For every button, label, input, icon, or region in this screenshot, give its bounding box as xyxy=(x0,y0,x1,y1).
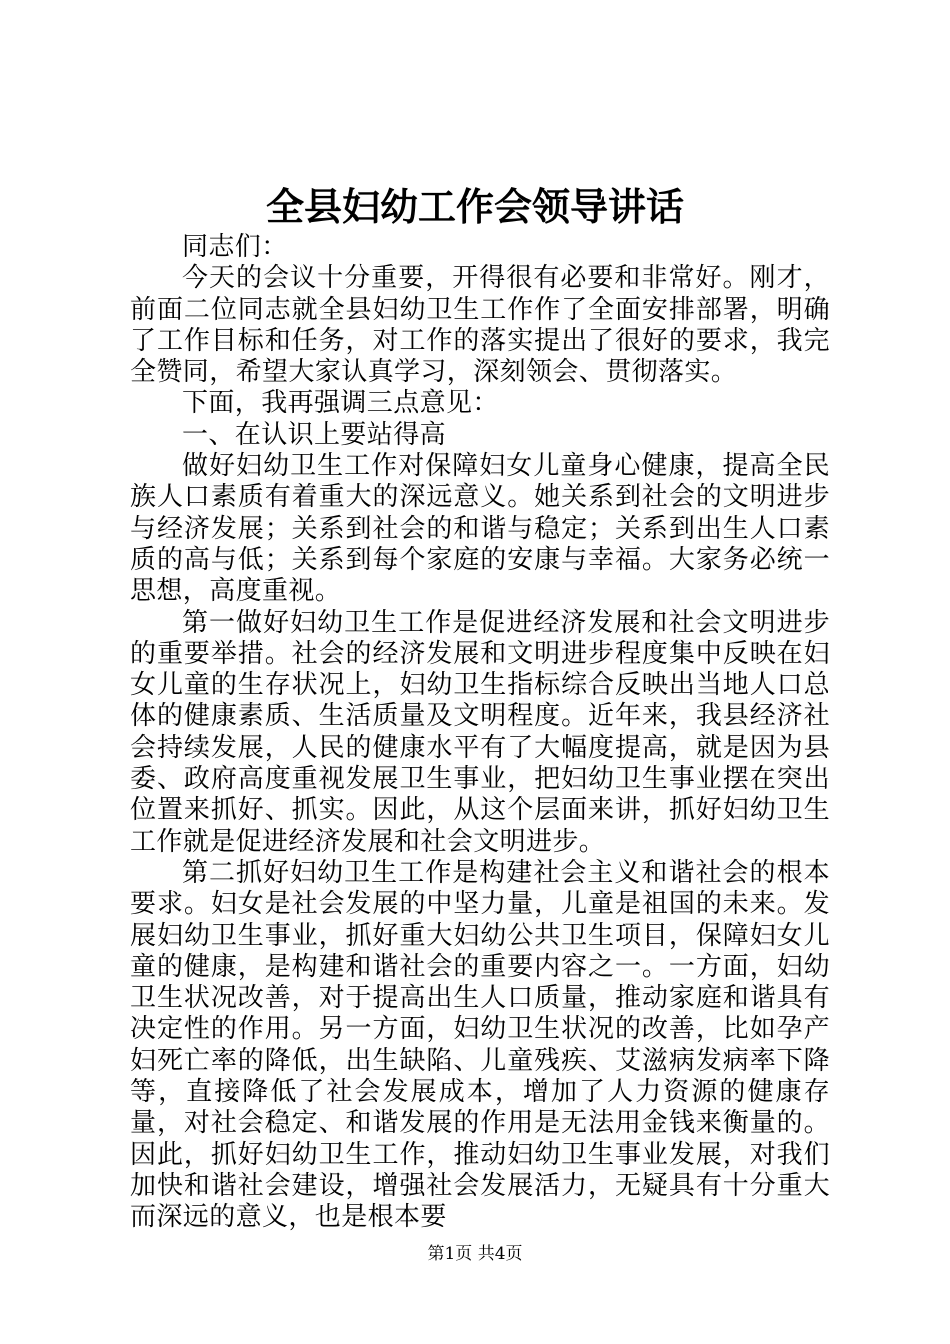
document-title: 全县妇幼工作会领导讲话 xyxy=(265,184,684,229)
page-footer: 第1页 共4页 xyxy=(427,1244,523,1264)
body-paragraph: 第二抓好妇幼卫生工作是构建社会主义和谐社会的根本要求。妇女是社会发展的中坚力量，儿童是祖国的未来。发展妇幼卫生事业，抓好重大妇幼公共卫生项目，保障妇女儿童的健康，是构建和谐社会的重要内容之一。一方面，妇幼卫生状况改善，对于提高出生人口质量，推动家庭和谐具有决定性的作用。另一方面，妇幼卫生状况的改善，比如孕产妇死亡率的降低，出生缺陷、儿童残疾、艾滋病发病率下降等，直接降低了社会发展成本，增加了人力资源的健康存量，对社会稳定、和谐发展的作用是无法用金钱来衡量的。因此，抓好妇幼卫生工作，推动妇幼卫生事业发展，对我们加快和谐社会建设，增强社会发展活力，无疑具有十分重大而深远的意义，也是根本要 xyxy=(130,857,830,1233)
body-paragraph: 做好妇幼卫生工作对保障妇女儿童身心健康，提高全民族人口素质有着重大的深远意义。她关系到社会的文明进步与经济发展；关系到社会的和谐与稳定；关系到出生人口素质的高与低；关系到每个家庭的安康与幸福。大家务必统一思想，高度重视。 xyxy=(130,451,830,607)
document-body xyxy=(130,232,830,1234)
transition-paragraph: 下面，我再强调三点意见： xyxy=(182,388,499,419)
opening-paragraph: 今天的会议十分重要，开得很有必要和非常好。刚才，前面二位同志就全县妇幼卫生工作作了全面安排部署，明确了工作目标和任务，对工作的落实提出了很好的要求，我完全赞同，希望大家认真学习，深刻领会、贯彻落实。 xyxy=(130,263,830,388)
body-paragraph: 第一做好妇幼卫生工作是促进经济发展和社会文明进步的重要举措。社会的经济发展和文明进步程度集中反映在妇女儿童的生存状况上，妇幼卫生指标综合反映出当地人口总体的健康素质、生活质量及文明程度。近年来，我县经济社会持续发展，人民的健康水平有了大幅度提高，就是因为县委、政府高度重视发展卫生事业，把妇幼卫生事业摆在突出位置来抓好、抓实。因此，从这个层面来讲，抓好妇幼卫生工作就是促进经济发展和社会文明进步。 xyxy=(130,607,830,857)
salutation-paragraph: 同志们： xyxy=(182,232,288,262)
section-heading-1: 一、在认识上要站得高 xyxy=(182,419,447,450)
